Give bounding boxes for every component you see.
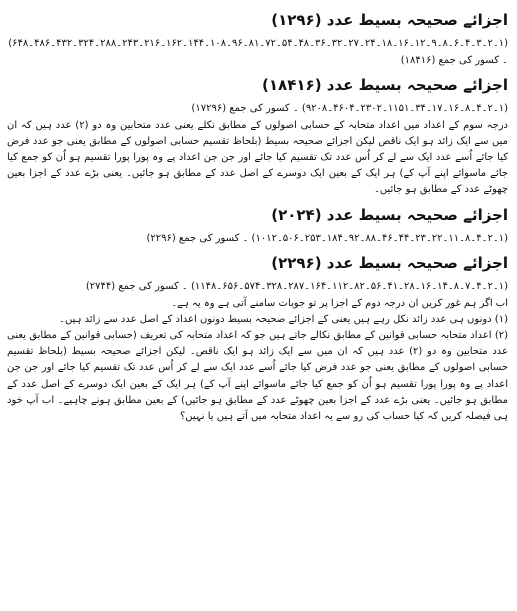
divisors-list: (۱۔۲۔۴۔۸۔۱۶۔۱۷۔۳۴۔۱۱۵۱۔۲۳۰۲۔۴۶۰۴۔۹۲۰۸) ۔ کسور کی جمع (۱۷۲۹۶) bbox=[191, 103, 508, 114]
section-heading: اجزائے صحیحہ بسیط عدد (۱۲۹۶) bbox=[271, 11, 508, 29]
divisors-sum: ۔ کسور کی جمع (۱۸۴۱۶) bbox=[400, 54, 508, 66]
observation-point-1: (۱) دونوں ہی عدد زائد نکل رہے ہیں یعنی کے اجزائے صحیحہ بسیط دونوں اعداد کے اصل عدد سے زائد ہیں۔ bbox=[59, 313, 508, 325]
observation-point-2: (۲) اعداد متحابہ حسابی قوانین کے مطابق نکالے جاتے ہیں جو کہ اعداد متحابہ کی تعریف (حسابی قوانین کے مطابق یعنی عدد متحابین وہ دو (۲) عدد ہیں کہ ان میں سے ایک زائد ہو ایک ناقص۔ لیکن اجزائے صحیحہ بسیط (بلحاظ تقسیم حسابی اصولوں کے مطابق یعنی جو عدد فرض کیا جائے اُسے عدد ایک سے لے کر اُس عدد تک تقسیم کیا جائے اور جن جن اعداد پے وہ پورا پورا تقسیم ہو اُن کو جمع کیا جائے ماسوائے اپنے آپ کے) ہر ایک کے بعین ایک دوسرے کے اصل عدد کے مطابق ہو جائیں۔ یعنی بڑے عدد کے اجزا بعین چھوٹے عدد کے مطابق ہو جائیں) کے بعین مطابق ہونے چاہیے۔ اب آپ خود ہی فیصلہ کریں کہ کیا حساب کی رو سے یہ اعداد متحابہ میں آتے ہیں یا نہیں؟ bbox=[7, 329, 508, 422]
explanation-paragraph: درجہ سوم کے اعداد میں اعداد متحابہ کے حسابی اصولوں کے مطابق نکلے یعنی عدد متحابین وہ دو (۲) عدد ہیں کہ ان میں سے ایک زائد ہو ایک ناقص لیکن اجزائے صحیحہ بسیط (بلحاظ تقسیم حسابی اصولوں کے مطابق یعنی جو عدد فرض کیا جائے اُسے عدد ایک سے لے کر اُس عدد تک تقسیم کیا جائے اور جن جن اعداد پے وہ پورا پورا تقسیم ہو اُن کو جمع کیا جائے ماسوائے اپنے آپ کے) ہر ایک کے بعین ایک دوسرے کے اصل عدد کے مطابق ہو جائیں۔ یعنی بڑے عدد کے اجزا بعین چھوٹے عدد کے مطابق ہو جائیں۔ bbox=[7, 119, 508, 196]
observation-intro: اب اگر ہم غور کریں ان درجہ دوم کے اجزا پر تو جوبات سامنے آتی ہے وہ یہ ہے۔ bbox=[171, 297, 508, 309]
divisors-list: (۱۔۲۔۳۔۴۔۶۔۸۔۹۔۱۲۔۱۶۔۱۸۔۲۴۔۲۷۔۳۲۔۳۶۔۴۸۔۵۴۔۷۲۔۸۱۔۹۶۔۱۰۸۔۱۴۴۔۱۶۲۔۲۱۶۔۲۴۳۔۲۸۸۔۳۲۴۔۴۳۲۔۴۸۶۔۶۴۸) bbox=[8, 38, 508, 49]
divisors-list: (۱۔۲۔۴۔۷۔۸۔۱۴۔۱۶۔۲۸۔۴۱۔۵۶۔۸۲۔۱۱۲۔۱۶۴۔۲۸۷۔۳۲۸۔۵۷۴۔۶۵۶۔۱۱۴۸) ۔ کسور کی جمع (۲۷۴۴) bbox=[85, 281, 508, 293]
section-1296 bbox=[7, 11, 508, 69]
section-18416 bbox=[7, 76, 508, 199]
section-2024 bbox=[7, 206, 508, 248]
section-heading: اجزائے صحیحہ بسیط عدد (۲۰۲۴) bbox=[271, 205, 508, 224]
divisors-list: (۱۔۲۔۴۔۸۔۱۱۔۲۲۔۲۳۔۴۴۔۴۶۔۸۸۔۹۲۔۱۸۴۔۲۵۳۔۵۰۶۔۱۰۱۲) ۔ کسور کی جمع (۲۲۹۶) bbox=[146, 232, 508, 244]
section-heading: اجزائے صحیحہ بسیط عدد (۱۸۴۱۶) bbox=[262, 76, 508, 94]
section-2296 bbox=[7, 254, 508, 425]
section-heading: اجزائے صحیحہ بسیط عدد (۲۲۹۶) bbox=[271, 254, 508, 273]
